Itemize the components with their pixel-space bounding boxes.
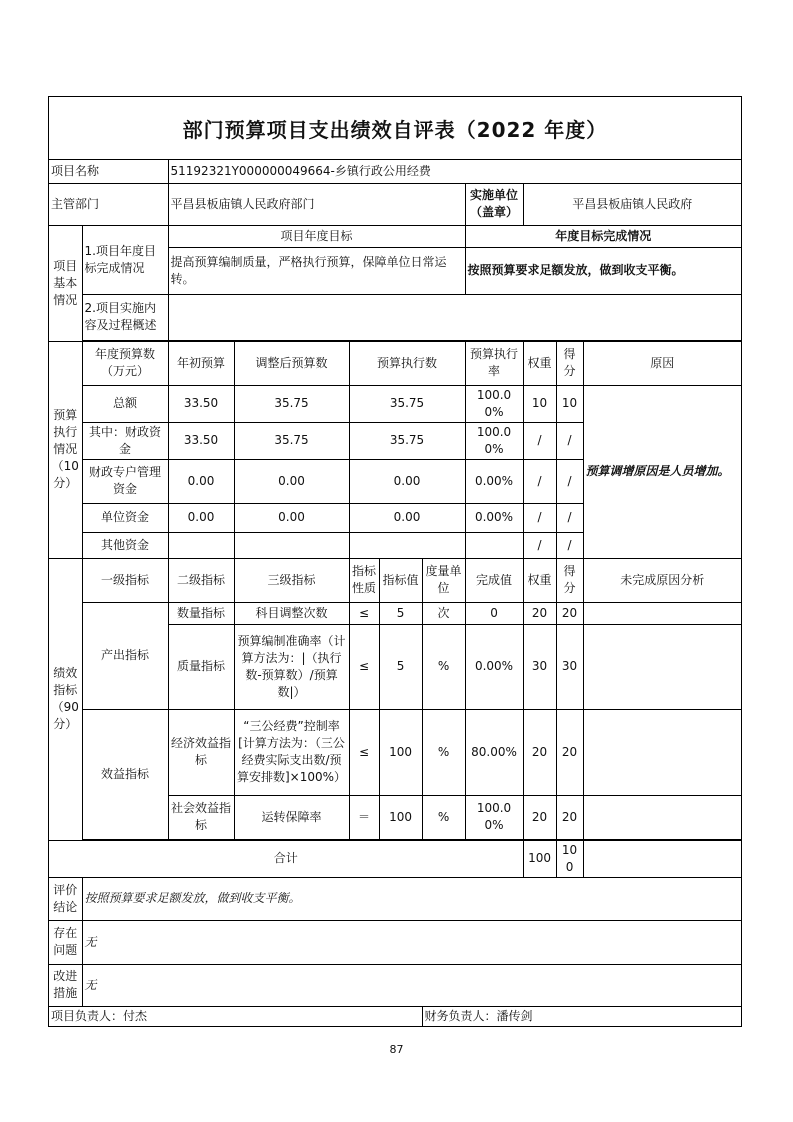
perf-row-weight: 20 bbox=[523, 795, 556, 839]
problems-label: 存在问题 bbox=[49, 920, 82, 964]
goal-header: 项目年度目标 bbox=[168, 225, 465, 247]
perf-header-unit: 度量单位 bbox=[422, 558, 465, 602]
perf-row-unit: % bbox=[422, 709, 465, 795]
budget-header-annual: 年度预算数（万元） bbox=[82, 341, 168, 385]
perf-row-nature: ≤ bbox=[349, 624, 379, 709]
basic-section-label: 项目基本情况 bbox=[49, 225, 82, 341]
perf-row-value: 5 bbox=[379, 602, 422, 624]
total-label: 合计 bbox=[49, 840, 523, 877]
perf-row-value: 5 bbox=[379, 624, 422, 709]
perf-row bbox=[49, 602, 741, 624]
perf-row-level2: 社会效益指标 bbox=[168, 795, 234, 839]
total-analysis bbox=[583, 840, 741, 877]
budget-row-score: / bbox=[556, 503, 583, 532]
budget-row-label: 总额 bbox=[82, 385, 168, 422]
output-indicator-label: 产出指标 bbox=[82, 602, 168, 709]
budget-row-weight: / bbox=[523, 532, 556, 558]
perf-row-score: 30 bbox=[556, 624, 583, 709]
perf-section-label: 绩效指标（90分） bbox=[49, 558, 82, 840]
perf-row-done: 0.00% bbox=[465, 624, 523, 709]
budget-row-adjusted: 35.75 bbox=[234, 422, 349, 459]
perf-row bbox=[49, 709, 741, 795]
perf-row-nature: ≤ bbox=[349, 602, 379, 624]
budget-row-rate: 0.00% bbox=[465, 459, 523, 503]
budget-row bbox=[49, 385, 741, 422]
budget-header-executed: 预算执行数 bbox=[349, 341, 465, 385]
budget-section-label: 预算执行情况（10分） bbox=[49, 341, 82, 558]
perf-row-level3: 预算编制准确率（计算方法为：|（执行数-预算数）/预算数|） bbox=[234, 624, 349, 709]
evaluation-table bbox=[49, 160, 741, 1026]
budget-header-reason: 原因 bbox=[583, 341, 741, 385]
perf-row-nature: ≤ bbox=[349, 709, 379, 795]
perf-row-analysis bbox=[583, 709, 741, 795]
perf-header-weight: 权重 bbox=[523, 558, 556, 602]
budget-header-weight: 权重 bbox=[523, 341, 556, 385]
perf-header-level1: 一级指标 bbox=[82, 558, 168, 602]
perf-row-done: 100.00% bbox=[465, 795, 523, 839]
perf-row-unit: % bbox=[422, 795, 465, 839]
measures-label: 改进措施 bbox=[49, 964, 82, 1006]
finance-leader: 财务负责人：潘传剑 bbox=[422, 1006, 741, 1026]
perf-row-weight: 30 bbox=[523, 624, 556, 709]
budget-header-adjusted: 调整后预算数 bbox=[234, 341, 349, 385]
project-leader: 项目负责人：付杰 bbox=[49, 1006, 422, 1026]
perf-row-value: 100 bbox=[379, 795, 422, 839]
perf-row-score: 20 bbox=[556, 602, 583, 624]
perf-row-level3: 科目调整次数 bbox=[234, 602, 349, 624]
budget-row-label: 单位资金 bbox=[82, 503, 168, 532]
budget-row-rate: 100.00% bbox=[465, 385, 523, 422]
budget-row-weight: / bbox=[523, 422, 556, 459]
goal-text: 提高预算编制质量，严格执行预算，保障单位日常运转。 bbox=[168, 247, 465, 294]
budget-row-rate: 100.00% bbox=[465, 422, 523, 459]
perf-row-level2: 经济效益指标 bbox=[168, 709, 234, 795]
perf-row-level2: 质量指标 bbox=[168, 624, 234, 709]
dept-value: 平昌县板庙镇人民政府部门 bbox=[168, 183, 465, 225]
conclusion-label: 评价结论 bbox=[49, 877, 82, 920]
perf-row-value: 100 bbox=[379, 709, 422, 795]
perf-row-done: 0 bbox=[465, 602, 523, 624]
budget-row-weight: 10 bbox=[523, 385, 556, 422]
project-name-label: 项目名称 bbox=[49, 160, 168, 183]
budget-header-rate: 预算执行率 bbox=[465, 341, 523, 385]
budget-row-score: / bbox=[556, 422, 583, 459]
total-weight: 100 bbox=[523, 840, 556, 877]
budget-row-weight: / bbox=[523, 503, 556, 532]
budget-row-rate: 0.00% bbox=[465, 503, 523, 532]
goal-row-label: 1.项目年度目标完成情况 bbox=[82, 225, 168, 294]
problems-text: 无 bbox=[82, 920, 741, 964]
benefit-indicator-label: 效益指标 bbox=[82, 709, 168, 839]
perf-header-level2: 二级指标 bbox=[168, 558, 234, 602]
perf-row-nature: ＝ bbox=[349, 795, 379, 839]
budget-header-initial: 年初预算 bbox=[168, 341, 234, 385]
budget-row-weight: / bbox=[523, 459, 556, 503]
budget-header-score: 得分 bbox=[556, 341, 583, 385]
budget-row-executed bbox=[349, 532, 465, 558]
perf-row-analysis bbox=[583, 602, 741, 624]
measures-text: 无 bbox=[82, 964, 741, 1006]
perf-row-unit: % bbox=[422, 624, 465, 709]
budget-row-score: / bbox=[556, 459, 583, 503]
perf-row-unit: 次 bbox=[422, 602, 465, 624]
budget-row-initial: 33.50 bbox=[168, 385, 234, 422]
perf-row-score: 20 bbox=[556, 795, 583, 839]
page-number: 87 bbox=[389, 1043, 404, 1056]
budget-row-rate bbox=[465, 532, 523, 558]
budget-row-initial: 0.00 bbox=[168, 459, 234, 503]
perf-row-weight: 20 bbox=[523, 709, 556, 795]
process-label: 2.项目实施内容及过程概述 bbox=[82, 294, 168, 340]
perf-header-value: 指标值 bbox=[379, 558, 422, 602]
dept-label: 主管部门 bbox=[49, 183, 168, 225]
budget-row-adjusted: 0.00 bbox=[234, 503, 349, 532]
perf-header-score: 得分 bbox=[556, 558, 583, 602]
budget-row-score: 10 bbox=[556, 385, 583, 422]
perf-header-done: 完成值 bbox=[465, 558, 523, 602]
perf-header-nature: 指标性质 bbox=[349, 558, 379, 602]
perf-row-level3: “三公经费”控制率[计算方法为：（三公经费实际支出数/预算安排数]×100%） bbox=[234, 709, 349, 795]
budget-row-initial: 33.50 bbox=[168, 422, 234, 459]
process-content bbox=[168, 294, 741, 340]
budget-row-label: 其中：财政资金 bbox=[82, 422, 168, 459]
perf-row-level3: 运转保障率 bbox=[234, 795, 349, 839]
evaluation-sheet bbox=[48, 96, 742, 1027]
project-name-value: 51192321Y000000049664-乡镇行政公用经费 bbox=[168, 160, 741, 183]
budget-reason-text: 预算调增原因是人员增加。 bbox=[583, 385, 741, 558]
impl-unit-value: 平昌县板庙镇人民政府 bbox=[523, 183, 741, 225]
budget-row-label: 其他资金 bbox=[82, 532, 168, 558]
impl-unit-label: 实施单位（盖章） bbox=[465, 183, 523, 225]
perf-row-analysis bbox=[583, 795, 741, 839]
total-score: 100 bbox=[556, 840, 583, 877]
perf-row-score: 20 bbox=[556, 709, 583, 795]
conclusion-text: 按照预算要求足额发放，做到收支平衡。 bbox=[82, 877, 741, 920]
budget-row-initial: 0.00 bbox=[168, 503, 234, 532]
perf-row-weight: 20 bbox=[523, 602, 556, 624]
budget-row-adjusted: 35.75 bbox=[234, 385, 349, 422]
perf-row-analysis bbox=[583, 624, 741, 709]
budget-row-executed: 0.00 bbox=[349, 503, 465, 532]
page-title: 部门预算项目支出绩效自评表（2022 年度） bbox=[49, 97, 741, 160]
perf-row-done: 80.00% bbox=[465, 709, 523, 795]
budget-row-executed: 35.75 bbox=[349, 422, 465, 459]
completion-header: 年度目标完成情况 bbox=[465, 225, 741, 247]
budget-row-label: 财政专户管理资金 bbox=[82, 459, 168, 503]
perf-header-analysis: 未完成原因分析 bbox=[583, 558, 741, 602]
budget-row-executed: 0.00 bbox=[349, 459, 465, 503]
budget-row-score: / bbox=[556, 532, 583, 558]
perf-header-level3: 三级指标 bbox=[234, 558, 349, 602]
budget-row-executed: 35.75 bbox=[349, 385, 465, 422]
budget-row-adjusted bbox=[234, 532, 349, 558]
completion-text: 按照预算要求足额发放，做到收支平衡。 bbox=[465, 247, 741, 294]
perf-row-level2: 数量指标 bbox=[168, 602, 234, 624]
budget-row-initial bbox=[168, 532, 234, 558]
budget-row-adjusted: 0.00 bbox=[234, 459, 349, 503]
